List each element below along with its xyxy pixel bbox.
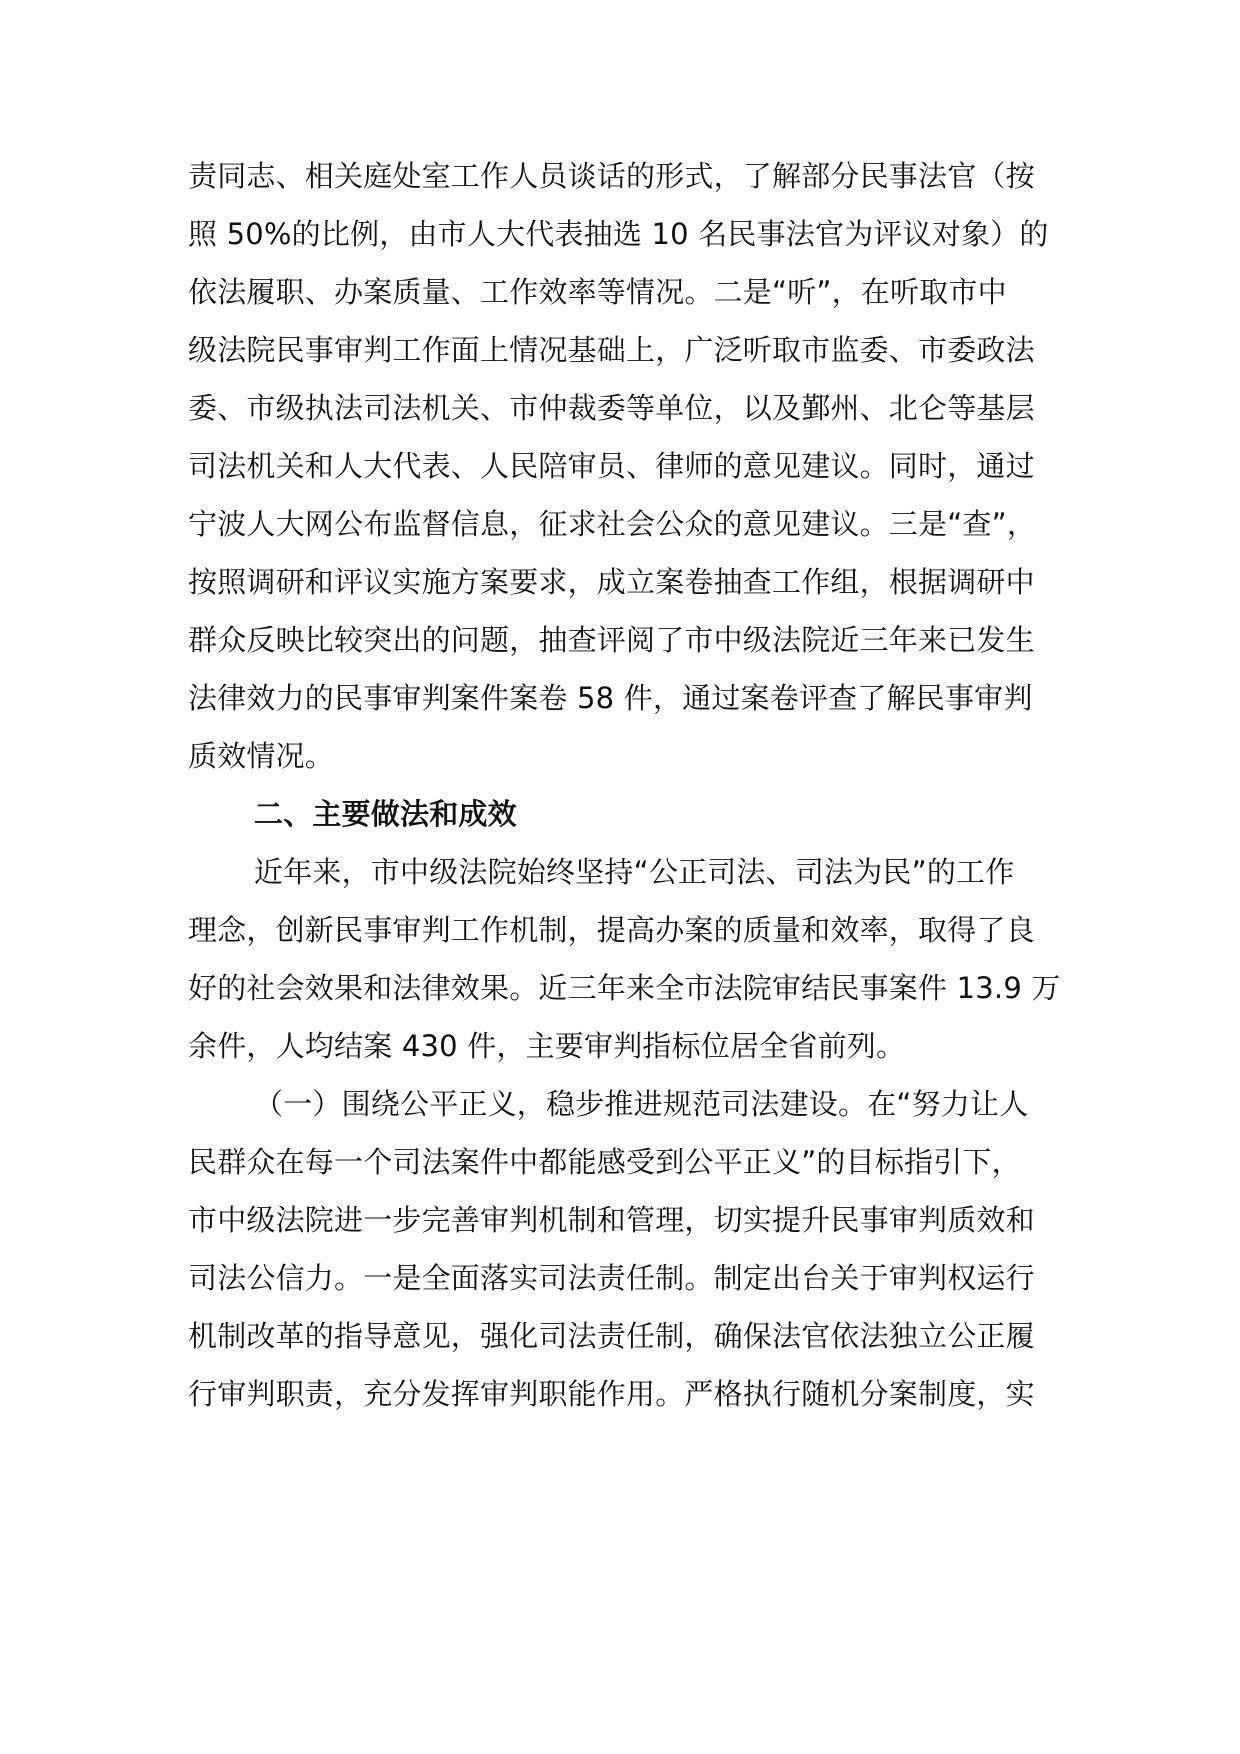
paragraph-line: 好的社会效果和法律效果。近三年来全市法院审结民事案件 13.9 万 <box>188 971 1061 1005</box>
paragraph-line: （一）围绕公平正义，稳步推进规范司法建设。在“努力让人 <box>254 1087 1029 1121</box>
paragraph-line: 行审判职责，充分发挥审判职能作用。严格执行随机分案制度，实 <box>188 1377 1035 1411</box>
paragraph-line: 委、市级执法司法机关、市仲裁委等单位，以及鄞州、北仑等基层 <box>188 391 1035 425</box>
paragraph-line: 责同志、相关庭处室工作人员谈话的形式，了解部分民事法官（按 <box>188 159 1035 193</box>
paragraph-line: 照 50%的比例，由市人大代表抽选 10 名民事法官为评议对象）的 <box>188 217 1049 251</box>
paragraph-line: 依法履职、办案质量、工作效率等情况。二是“听”，在听取市中 <box>188 275 1007 309</box>
section-heading: 二、主要做法和成效 <box>254 797 517 831</box>
paragraph-line: 余件，人均结案 430 件，主要审判指标位居全省前列。 <box>188 1029 906 1063</box>
paragraph-line: 法律效力的民事审判案件案卷 58 件，通过案卷评查了解民事审判 <box>188 681 1033 715</box>
paragraph-line: 宁波人大网公布监督信息，征求社会公众的意见建议。三是“查”， <box>188 507 1037 541</box>
paragraph-line: 级法院民事审判工作面上情况基础上，广泛听取市监委、市委政法 <box>188 333 1035 367</box>
paragraph-line: 质效情况。 <box>188 739 335 773</box>
paragraph-line: 民群众在每一个司法案件中都能感受到公平正义”的目标指引下， <box>188 1145 1021 1179</box>
paragraph-line: 司法机关和人大代表、人民陪审员、律师的意见建议。同时，通过 <box>188 449 1035 483</box>
paragraph-line: 机制改革的指导意见，强化司法责任制，确保法官依法独立公正履 <box>188 1319 1035 1353</box>
paragraph-line: 群众反映比较突出的问题，抽查评阅了市中级法院近三年来已发生 <box>188 623 1035 657</box>
paragraph-line: 司法公信力。一是全面落实司法责任制。制定出台关于审判权运行 <box>188 1261 1035 1295</box>
paragraph-line: 市中级法院进一步完善审判机制和管理，切实提升民事审判质效和 <box>188 1203 1035 1237</box>
paragraph-line: 理念，创新民事审判工作机制，提高办案的质量和效率，取得了良 <box>188 913 1035 947</box>
paragraph-line: 近年来，市中级法院始终坚持“公正司法、司法为民”的工作 <box>254 855 1015 889</box>
paragraph-line: 按照调研和评议实施方案要求，成立案卷抽查工作组，根据调研中 <box>188 565 1035 599</box>
